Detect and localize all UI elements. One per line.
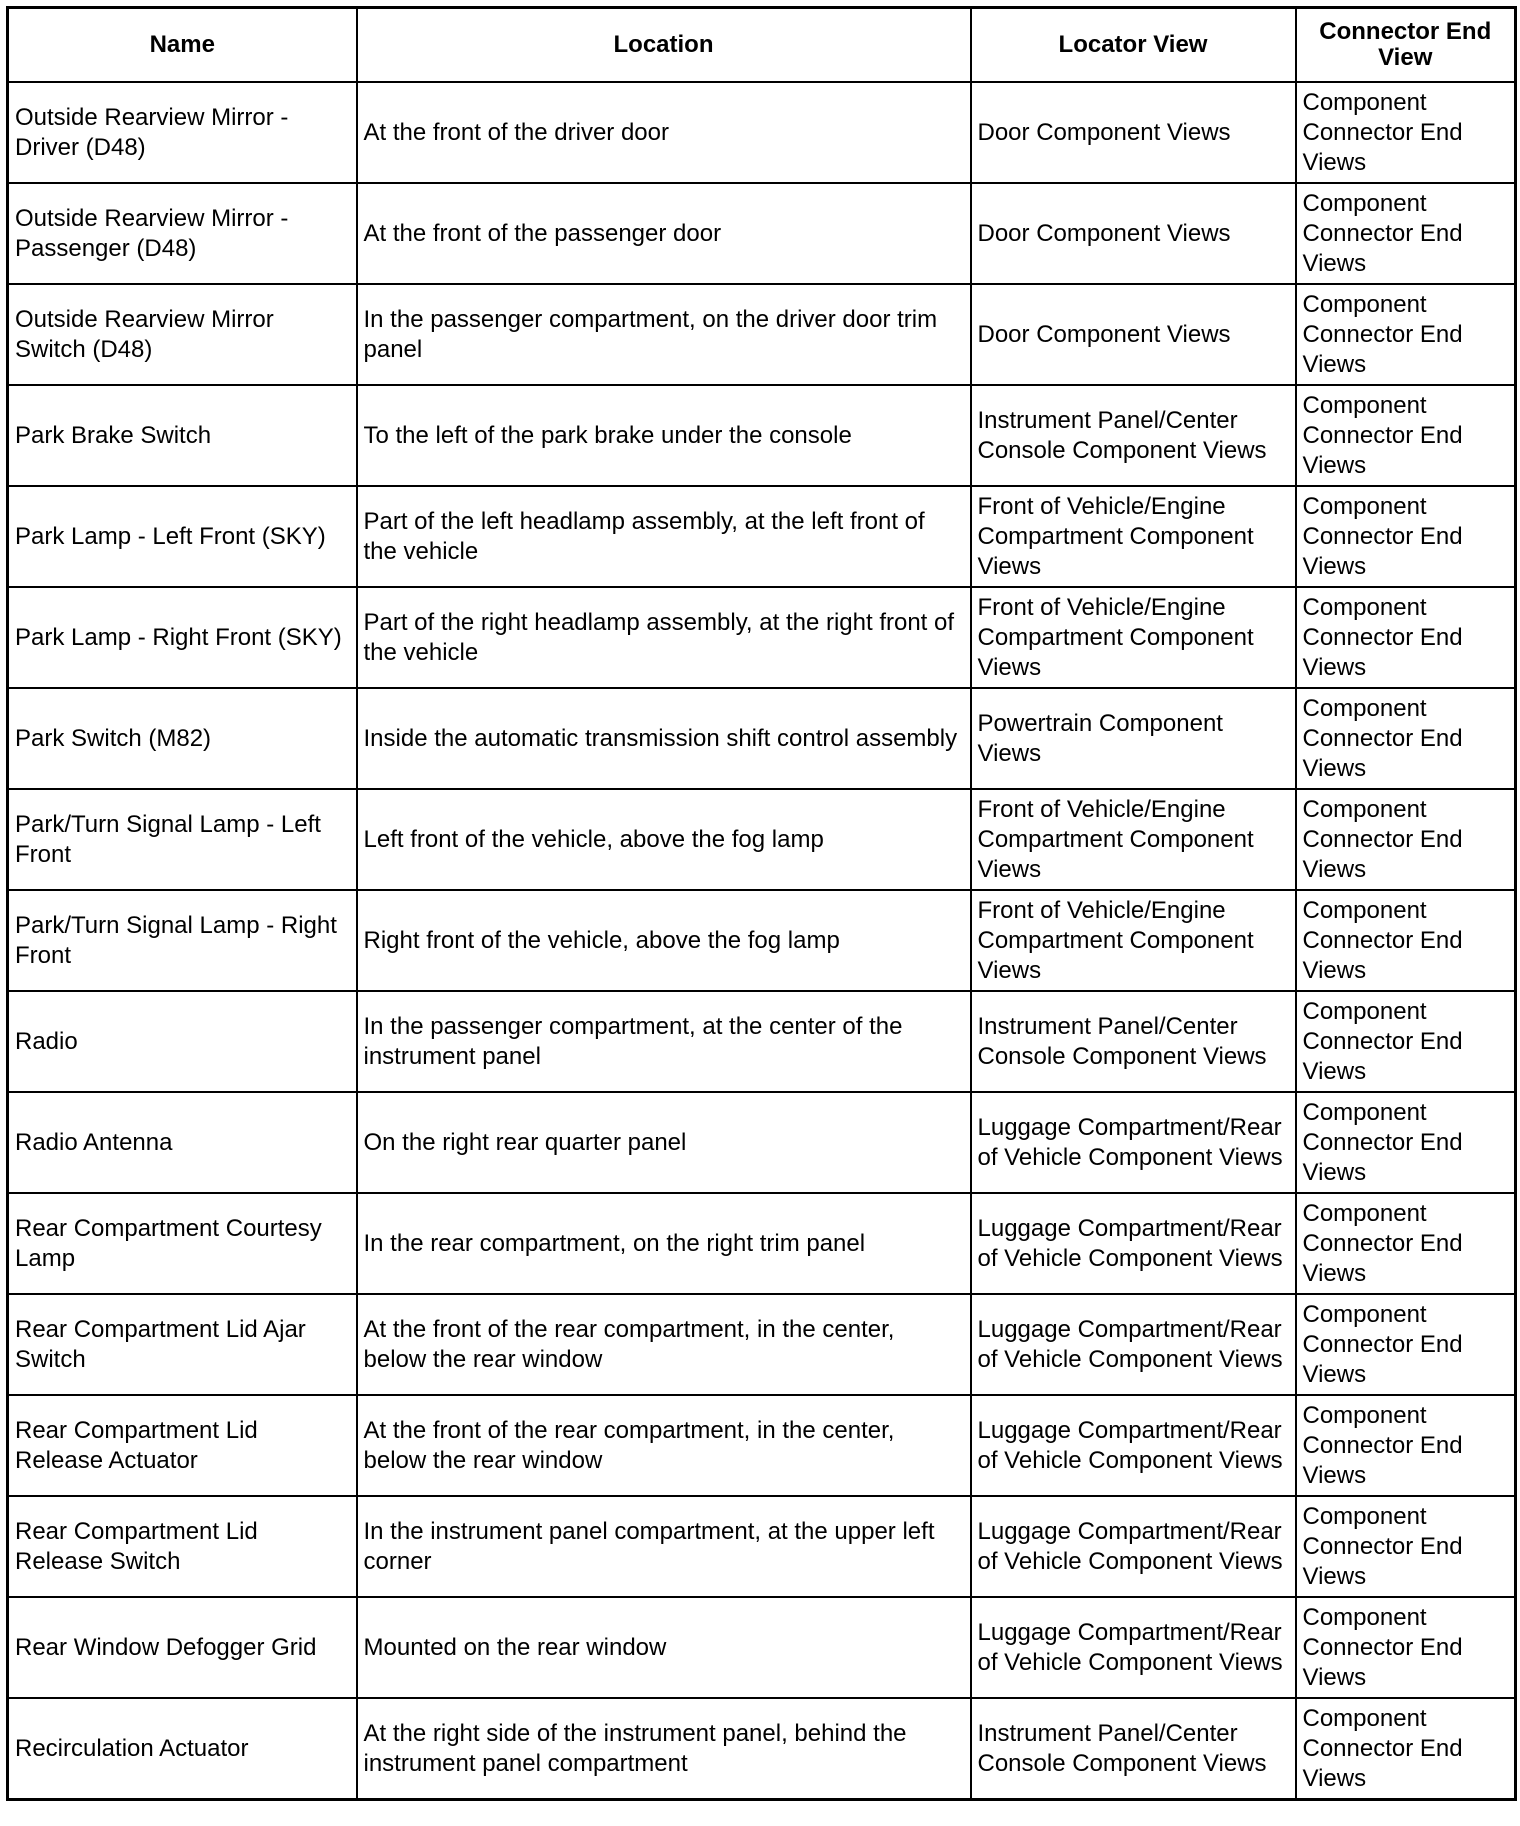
table-row xyxy=(8,1193,1516,1294)
cell-locator-view: Door Component Views xyxy=(971,183,1296,284)
cell-connector-end-view: Component Connector End Views xyxy=(1296,1395,1516,1496)
cell-name: Rear Compartment Courtesy Lamp xyxy=(8,1193,357,1294)
table-row xyxy=(8,183,1516,284)
cell-locator-view: Luggage Compartment/Rear of Vehicle Component Views xyxy=(971,1597,1296,1698)
cell-name: Radio xyxy=(8,991,357,1092)
cell-name: Park Lamp - Left Front (SKY) xyxy=(8,486,357,587)
cell-locator-view: Door Component Views xyxy=(971,284,1296,385)
cell-location: Mounted on the rear window xyxy=(357,1597,971,1698)
cell-locator-view: Front of Vehicle/Engine Compartment Component Views xyxy=(971,486,1296,587)
table-row xyxy=(8,890,1516,991)
cell-locator-view: Front of Vehicle/Engine Compartment Component Views xyxy=(971,587,1296,688)
cell-connector-end-view: Component Connector End Views xyxy=(1296,385,1516,486)
cell-connector-end-view: Component Connector End Views xyxy=(1296,183,1516,284)
cell-name: Park Switch (M82) xyxy=(8,688,357,789)
cell-location: At the front of the driver door xyxy=(357,82,971,183)
cell-name: Rear Compartment Lid Release Actuator xyxy=(8,1395,357,1496)
table-row xyxy=(8,284,1516,385)
cell-name: Park Lamp - Right Front (SKY) xyxy=(8,587,357,688)
table-body xyxy=(8,82,1516,1800)
header-name: Name xyxy=(8,8,357,83)
cell-connector-end-view: Component Connector End Views xyxy=(1296,486,1516,587)
cell-connector-end-view: Component Connector End Views xyxy=(1296,1698,1516,1800)
cell-name: Recirculation Actuator xyxy=(8,1698,357,1800)
cell-locator-view: Powertrain Component Views xyxy=(971,688,1296,789)
cell-name: Outside Rearview Mirror - Driver (D48) xyxy=(8,82,357,183)
cell-connector-end-view: Component Connector End Views xyxy=(1296,587,1516,688)
cell-connector-end-view: Component Connector End Views xyxy=(1296,688,1516,789)
table-row xyxy=(8,1496,1516,1597)
cell-name: Outside Rearview Mirror - Passenger (D48) xyxy=(8,183,357,284)
table-row xyxy=(8,991,1516,1092)
cell-location: Right front of the vehicle, above the fog lamp xyxy=(357,890,971,991)
table-row xyxy=(8,1294,1516,1395)
table-row xyxy=(8,1092,1516,1193)
cell-locator-view: Door Component Views xyxy=(971,82,1296,183)
table-row xyxy=(8,82,1516,183)
cell-locator-view: Luggage Compartment/Rear of Vehicle Component Views xyxy=(971,1092,1296,1193)
cell-name: Park/Turn Signal Lamp - Left Front xyxy=(8,789,357,890)
header-locator-view: Locator View xyxy=(971,8,1296,83)
cell-locator-view: Instrument Panel/Center Console Component Views xyxy=(971,385,1296,486)
table-row xyxy=(8,1698,1516,1800)
table-row xyxy=(8,789,1516,890)
cell-location: In the rear compartment, on the right trim panel xyxy=(357,1193,971,1294)
cell-location: On the right rear quarter panel xyxy=(357,1092,971,1193)
table-row xyxy=(8,688,1516,789)
cell-locator-view: Front of Vehicle/Engine Compartment Component Views xyxy=(971,789,1296,890)
cell-name: Park/Turn Signal Lamp - Right Front xyxy=(8,890,357,991)
cell-location: At the right side of the instrument panel, behind the instrument panel compartment xyxy=(357,1698,971,1800)
table-row xyxy=(8,385,1516,486)
cell-name: Rear Compartment Lid Release Switch xyxy=(8,1496,357,1597)
cell-locator-view: Instrument Panel/Center Console Component Views xyxy=(971,991,1296,1092)
cell-connector-end-view: Component Connector End Views xyxy=(1296,1496,1516,1597)
cell-name: Rear Compartment Lid Ajar Switch xyxy=(8,1294,357,1395)
cell-connector-end-view: Component Connector End Views xyxy=(1296,890,1516,991)
header-location: Location xyxy=(357,8,971,83)
cell-name: Park Brake Switch xyxy=(8,385,357,486)
table-header xyxy=(8,8,1516,83)
cell-connector-end-view: Component Connector End Views xyxy=(1296,991,1516,1092)
cell-location: To the left of the park brake under the console xyxy=(357,385,971,486)
cell-location: Left front of the vehicle, above the fog lamp xyxy=(357,789,971,890)
cell-locator-view: Instrument Panel/Center Console Component Views xyxy=(971,1698,1296,1800)
cell-connector-end-view: Component Connector End Views xyxy=(1296,1092,1516,1193)
cell-location: At the front of the rear compartment, in the center, below the rear window xyxy=(357,1294,971,1395)
cell-name: Radio Antenna xyxy=(8,1092,357,1193)
cell-connector-end-view: Component Connector End Views xyxy=(1296,1294,1516,1395)
cell-location: In the passenger compartment, at the center of the instrument panel xyxy=(357,991,971,1092)
cell-name: Rear Window Defogger Grid xyxy=(8,1597,357,1698)
table-row xyxy=(8,1395,1516,1496)
cell-locator-view: Front of Vehicle/Engine Compartment Component Views xyxy=(971,890,1296,991)
cell-connector-end-view: Component Connector End Views xyxy=(1296,284,1516,385)
table-row xyxy=(8,587,1516,688)
component-locator-table xyxy=(6,6,1517,1801)
header-connector-end-view: Connector End View xyxy=(1296,8,1516,83)
cell-name: Outside Rearview Mirror Switch (D48) xyxy=(8,284,357,385)
cell-connector-end-view: Component Connector End Views xyxy=(1296,1193,1516,1294)
cell-location: At the front of the rear compartment, in the center, below the rear window xyxy=(357,1395,971,1496)
cell-location: In the passenger compartment, on the driver door trim panel xyxy=(357,284,971,385)
table-row xyxy=(8,486,1516,587)
component-locator-table-container xyxy=(6,6,1517,1801)
cell-locator-view: Luggage Compartment/Rear of Vehicle Component Views xyxy=(971,1294,1296,1395)
cell-connector-end-view: Component Connector End Views xyxy=(1296,1597,1516,1698)
cell-location: Inside the automatic transmission shift control assembly xyxy=(357,688,971,789)
cell-location: In the instrument panel compartment, at the upper left corner xyxy=(357,1496,971,1597)
cell-locator-view: Luggage Compartment/Rear of Vehicle Component Views xyxy=(971,1193,1296,1294)
cell-location: At the front of the passenger door xyxy=(357,183,971,284)
cell-location: Part of the right headlamp assembly, at the right front of the vehicle xyxy=(357,587,971,688)
cell-connector-end-view: Component Connector End Views xyxy=(1296,789,1516,890)
cell-connector-end-view: Component Connector End Views xyxy=(1296,82,1516,183)
cell-location: Part of the left headlamp assembly, at the left front of the vehicle xyxy=(357,486,971,587)
header-row xyxy=(8,8,1516,83)
table-row xyxy=(8,1597,1516,1698)
cell-locator-view: Luggage Compartment/Rear of Vehicle Component Views xyxy=(971,1496,1296,1597)
cell-locator-view: Luggage Compartment/Rear of Vehicle Component Views xyxy=(971,1395,1296,1496)
